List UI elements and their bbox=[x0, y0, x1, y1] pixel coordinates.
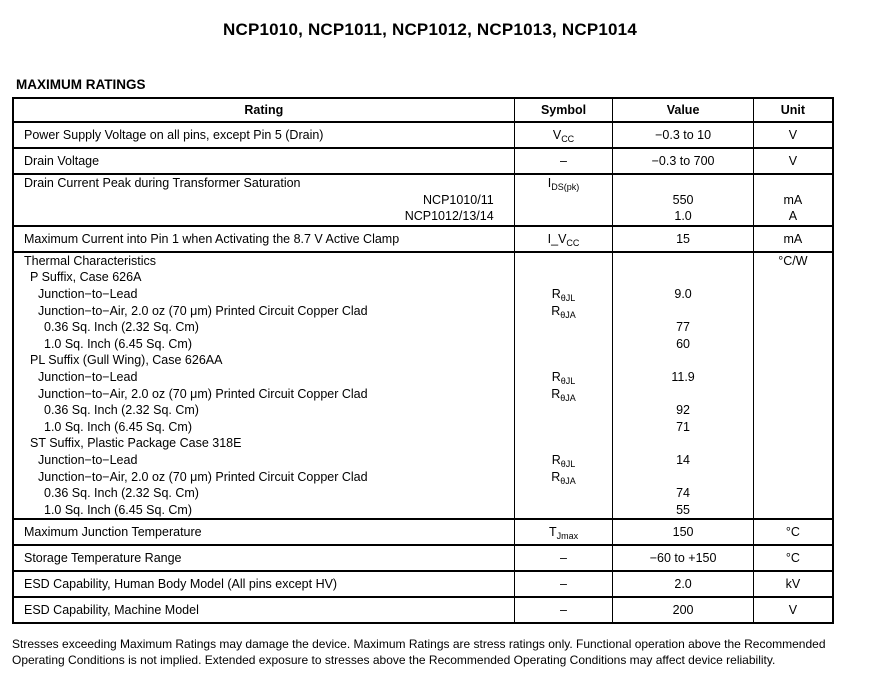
value-cell: −60 to +150 bbox=[613, 545, 753, 571]
unit-cell: °C bbox=[753, 545, 833, 571]
header-symbol: Symbol bbox=[514, 98, 613, 122]
rating-cell: Maximum Current into Pin 1 when Activating the 8.7 V Active Clamp bbox=[13, 226, 514, 252]
unit-cell: V bbox=[753, 148, 833, 174]
value-text: 550 bbox=[672, 192, 694, 207]
rating-cell: Maximum Junction Temperature bbox=[13, 519, 514, 545]
unit-cell: V bbox=[753, 597, 833, 623]
header-value: Value bbox=[613, 98, 753, 122]
value-cell: 2.0 bbox=[613, 571, 753, 597]
value-cell bbox=[613, 252, 753, 520]
junction-lead-label: Junction−to−Lead bbox=[38, 452, 138, 467]
unit-cell: mA bbox=[753, 226, 833, 252]
symbol-cell: – bbox=[514, 545, 613, 571]
symbol-cell: $I_{DS(pk)}$ bbox=[514, 174, 613, 226]
part-label: NCP1012/13/14 bbox=[404, 209, 494, 224]
value-cell: 150 bbox=[613, 519, 753, 545]
value-cell: 15 bbox=[613, 226, 753, 252]
symbol-cell: – bbox=[514, 148, 613, 174]
value-text: 74 bbox=[676, 486, 691, 501]
area-label: 0.36 Sq. Inch (2.32 Sq. Cm) bbox=[44, 403, 199, 418]
table-row bbox=[13, 597, 833, 623]
value-text: 1.0 bbox=[674, 209, 692, 224]
rating-cell: Drain Voltage bbox=[13, 148, 514, 174]
area-label: 1.0 Sq. Inch (6.45 Sq. Cm) bbox=[44, 419, 192, 434]
table-row bbox=[13, 122, 833, 148]
symbol-text: $R_{\theta JL}$ bbox=[551, 452, 576, 469]
symbol-text: $R_{\theta JA}$ bbox=[551, 303, 576, 320]
value-text: 92 bbox=[676, 403, 691, 418]
symbol-text: $R_{\theta JA}$ bbox=[551, 469, 576, 486]
package-label: P Suffix, Case 626A bbox=[30, 270, 142, 285]
value-text: 71 bbox=[676, 419, 691, 434]
unit-text: °C/W bbox=[778, 253, 808, 268]
package-label: ST Suffix, Plastic Package Case 318E bbox=[30, 436, 242, 451]
junction-lead-label: Junction−to−Lead bbox=[38, 286, 138, 301]
table-header-row bbox=[13, 98, 833, 122]
junction-air-label: Junction−to−Air, 2.0 oz (70 μm) Printed Circuit Copper Clad bbox=[38, 469, 368, 484]
value-cell bbox=[613, 174, 753, 226]
value-cell: 200 bbox=[613, 597, 753, 623]
table-row bbox=[13, 571, 833, 597]
junction-lead-label: Junction−to−Lead bbox=[38, 369, 138, 384]
rating-cell: Power Supply Voltage on all pins, except Pin 5 (Drain) bbox=[13, 122, 514, 148]
header-unit: Unit bbox=[753, 98, 833, 122]
symbol-cell: $V_{CC}$ bbox=[514, 122, 613, 148]
rating-cell: ESD Capability, Machine Model bbox=[24, 603, 199, 618]
symbol-text: $R_{\theta JL}$ bbox=[551, 286, 576, 303]
rating-cell bbox=[13, 252, 514, 520]
table-row bbox=[13, 519, 833, 545]
value-text: 9.0 bbox=[674, 286, 692, 301]
unit-cell: kV bbox=[753, 571, 833, 597]
value-text: 60 bbox=[676, 336, 691, 351]
symbol-cell: – bbox=[514, 571, 613, 597]
symbol-cell bbox=[514, 252, 613, 520]
unit-text: mA bbox=[783, 192, 803, 207]
footnote: Stresses exceeding Maximum Ratings may damage the device. Maximum Ratings are stress ratings only. Functional operation above the Recommended Operating Conditions is not implied. Extended exposure to stresses above the Recommended Operating Conditions may affect device reliability. bbox=[12, 637, 826, 667]
table-row bbox=[13, 174, 833, 226]
value-cell: −0.3 to 700 bbox=[613, 148, 753, 174]
symbol-text: $R_{\theta JL}$ bbox=[551, 369, 576, 386]
maximum-ratings-table bbox=[12, 97, 834, 624]
value-text: 77 bbox=[676, 320, 691, 335]
header-rating: Rating bbox=[13, 98, 514, 122]
document-title: NCP1010, NCP1011, NCP1012, NCP1013, NCP1014 bbox=[222, 20, 637, 39]
unit-text: A bbox=[788, 209, 798, 224]
area-label: 0.36 Sq. Inch (2.32 Sq. Cm) bbox=[44, 486, 199, 501]
value-cell: −0.3 to 10 bbox=[613, 122, 753, 148]
section-heading: MAXIMUM RATINGS bbox=[16, 77, 146, 92]
unit-cell bbox=[753, 252, 833, 520]
symbol-text: $R_{\theta JA}$ bbox=[551, 386, 576, 403]
thermal-title: Thermal Characteristics bbox=[24, 253, 156, 268]
unit-cell bbox=[753, 174, 833, 226]
rating-cell: ESD Capability, Human Body Model (All pins except HV) bbox=[13, 571, 514, 597]
rating-cell: Storage Temperature Range bbox=[13, 545, 514, 571]
table-row bbox=[13, 545, 833, 571]
unit-cell: °C bbox=[753, 519, 833, 545]
table-row bbox=[13, 148, 833, 174]
symbol-cell: $I\_V_{CC}$ bbox=[514, 226, 613, 252]
package-label: PL Suffix (Gull Wing), Case 626AA bbox=[30, 353, 223, 368]
area-label: 1.0 Sq. Inch (6.45 Sq. Cm) bbox=[44, 502, 192, 517]
table-row-thermal bbox=[13, 252, 833, 520]
junction-air-label: Junction−to−Air, 2.0 oz (70 μm) Printed Circuit Copper Clad bbox=[38, 303, 368, 318]
rating-cell bbox=[13, 174, 514, 226]
junction-air-label: Junction−to−Air, 2.0 oz (70 μm) Printed Circuit Copper Clad bbox=[38, 386, 368, 401]
rating-text: Drain Current Peak during Transformer Saturation bbox=[24, 176, 301, 190]
symbol-cell: $T_{Jmax}$ bbox=[514, 519, 613, 545]
area-label: 0.36 Sq. Inch (2.32 Sq. Cm) bbox=[44, 320, 199, 335]
value-text: 55 bbox=[676, 502, 691, 517]
value-text: 11.9 bbox=[671, 369, 695, 384]
value-text: 14 bbox=[676, 452, 691, 467]
table-row bbox=[13, 226, 833, 252]
area-label: 1.0 Sq. Inch (6.45 Sq. Cm) bbox=[44, 336, 192, 351]
part-label: NCP1010/11 bbox=[423, 192, 494, 207]
unit-cell: V bbox=[753, 122, 833, 148]
symbol-cell: – bbox=[514, 597, 613, 623]
